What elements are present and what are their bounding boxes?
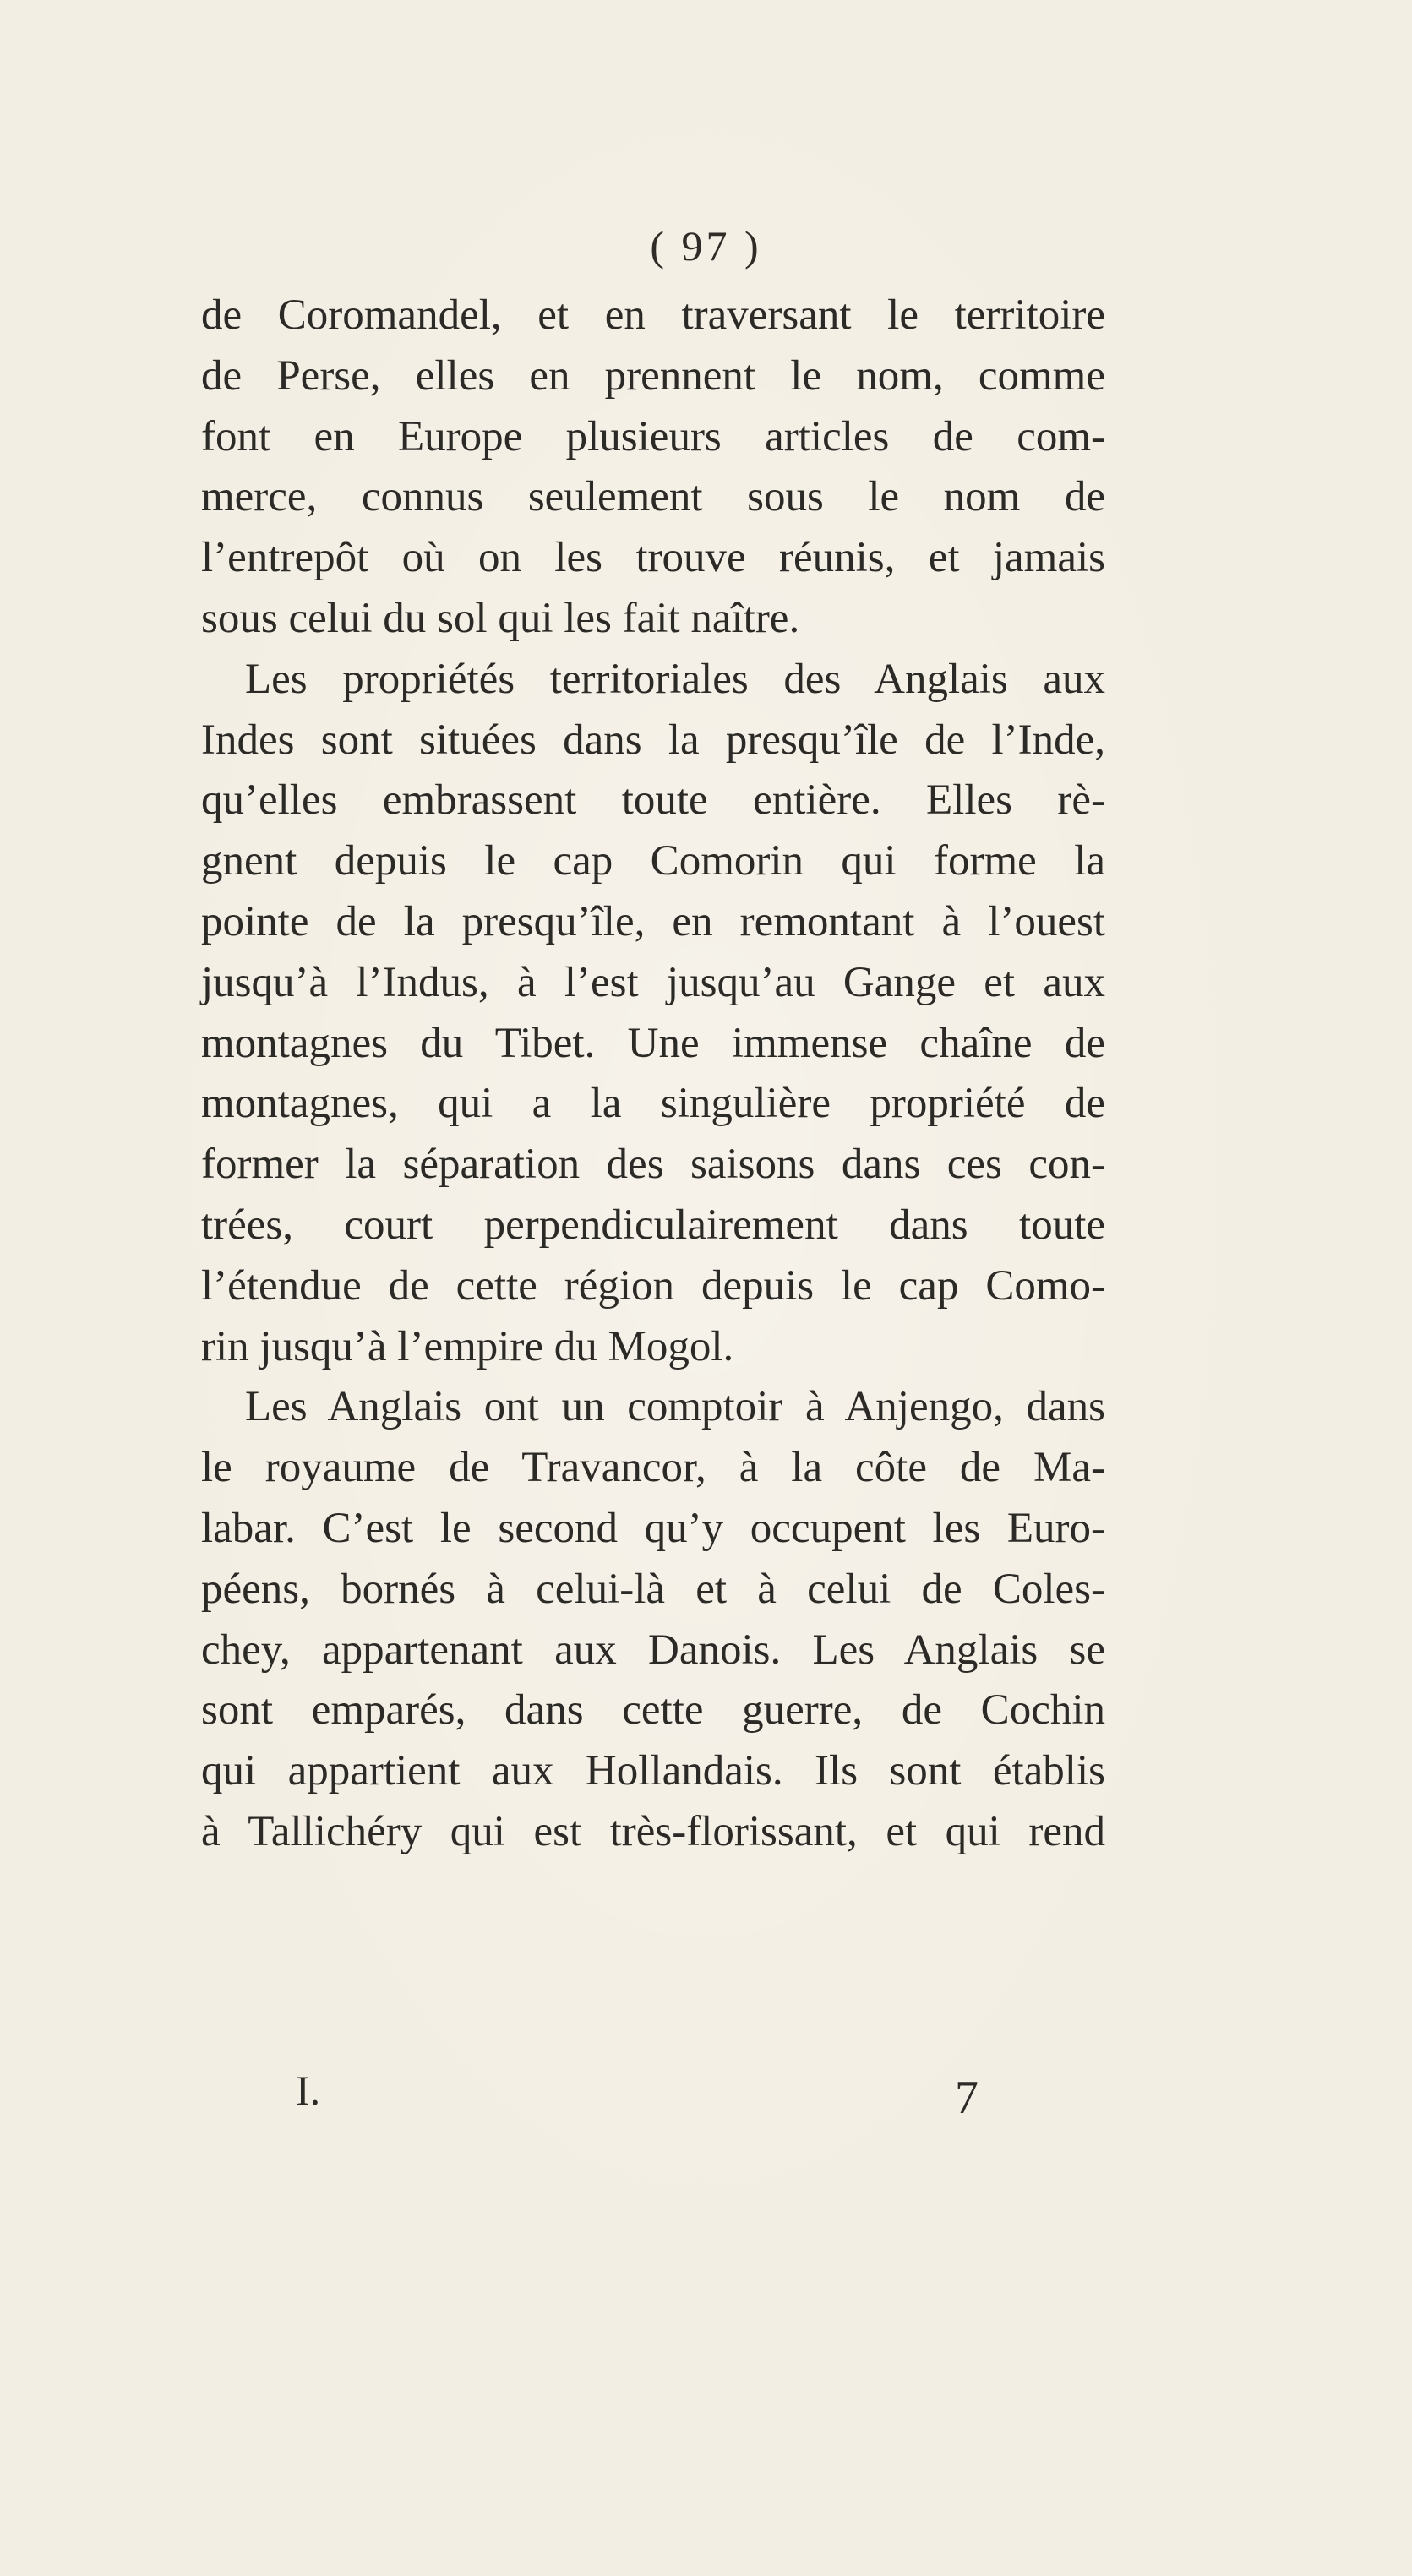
sheet-number: 7 <box>955 2072 979 2124</box>
text-line: sous celui du sol qui les fait naître. <box>201 594 800 642</box>
text-line: former la séparation des saisons dans ces con- <box>201 1141 1105 1189</box>
text-line: jusqu’à l’Indus, à l’est jusqu’au Gange et aux <box>201 958 1105 1006</box>
text-line: de Perse, elles en prennent le nom, comme <box>201 351 1105 400</box>
text-line: de Coromandel, et en traversant le territoire <box>201 291 1105 339</box>
text-line: trées, court perpendiculairement dans toute <box>201 1201 1105 1249</box>
text-line: labar. C’est le second qu’y occupent les Euro- <box>201 1504 1105 1552</box>
text-line: pointe de la presqu’île, en remontant à l’ouest <box>201 897 1105 945</box>
text-line: merce, connus seulement sous le nom de <box>201 473 1105 521</box>
text-line: font en Europe plusieurs articles de com- <box>201 412 1105 460</box>
body-text <box>201 286 1105 1863</box>
text-line: montagnes, qui a la singulière propriété de <box>201 1080 1105 1128</box>
text-line: qui appartient aux Hollandais. Ils sont établis <box>201 1747 1105 1795</box>
text-line: Les propriétés territoriales des Anglais aux <box>245 655 1105 703</box>
text-line: montagnes du Tibet. Une immense chaîne de <box>201 1019 1105 1067</box>
text-line: le royaume de Travancor, à la côte de Ma- <box>201 1444 1105 1492</box>
text-line: rin jusqu’à l’empire du Mogol. <box>201 1322 734 1370</box>
signature-mark: I. <box>296 2067 321 2114</box>
page-footer <box>0 2066 1412 2133</box>
text-line: l’étendue de cette région depuis le cap Como- <box>201 1261 1105 1310</box>
text-line: qu’elles embrassent toute entière. Elles rè- <box>201 776 1105 825</box>
page-number-header: ( 97 ) <box>650 222 762 270</box>
text-line: gnent depuis le cap Comorin qui forme la <box>201 837 1105 885</box>
text-line: sont emparés, dans cette guerre, de Cochin <box>201 1686 1105 1735</box>
text-line: péens, bornés à celui-là et à celui de Coles- <box>201 1565 1105 1613</box>
text-line: l’entrepôt où on les trouve réunis, et jamais <box>201 534 1105 582</box>
text-line: à Tallichéry qui est très-florissant, et qui rend <box>201 1807 1105 1855</box>
text-line: Indes sont situées dans la presqu’île de l’Inde, <box>201 716 1105 764</box>
text-line: chey, appartenant aux Danois. Les Anglais se <box>201 1626 1105 1674</box>
text-line: Les Anglais ont un comptoir à Anjengo, dans <box>245 1383 1105 1431</box>
